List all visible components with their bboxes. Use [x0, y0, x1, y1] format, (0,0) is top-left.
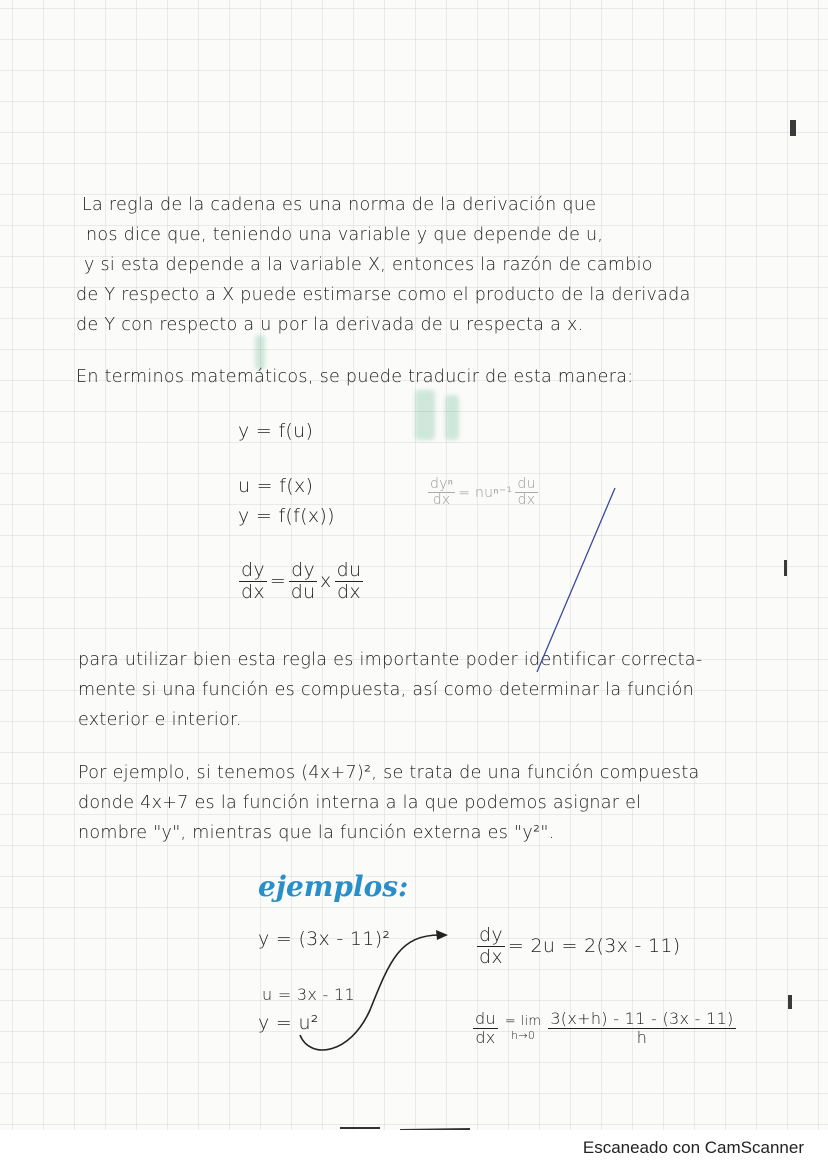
text-line: Por ejemplo, si tenemos (4x+7)², se trata de una función compuesta [78, 763, 700, 783]
curved-arrow-icon [300, 935, 440, 1050]
derivative-du-dx-limit: $\frac{du}{dx}$ = lim h→0 $\frac{3(x+h) - 11 - (3x - 11)}{h}$ [475, 1009, 734, 1047]
derivative-dy-dx: $\frac{dy}{dx}$ = 2u = 2(3x - 11) [479, 924, 681, 968]
example-y-eq: y = (3x - 11)² [258, 928, 391, 950]
formula-y-f-f-x: y = f(f(x)) [238, 505, 335, 527]
math-terms-sentence: En terminos matemáticos, se puede traducir de esta manera: [76, 367, 634, 387]
text-line: mente si una función es compuesta, así como determinar la función [78, 680, 694, 700]
scanner-footer [0, 1130, 828, 1170]
example-u-eq: u = 3x - 11 [262, 985, 355, 1004]
chain-rule-formula: $\frac{dy}{dx}$ = $\frac{dy}{du}$ x $\frac{du}{dx}$ [241, 559, 362, 603]
example-y-u2: y = u² [258, 1012, 319, 1034]
text-line: para utilizar bien esta regla es importante poder identificar correcta- [78, 650, 703, 670]
watermark-text: Escaneado con CamScanner [582, 1138, 804, 1157]
arrow-head-icon [436, 930, 448, 940]
formula-y-f-u: y = f(u) [238, 420, 314, 442]
formula-u-f-x: u = f(x) [238, 475, 314, 497]
text-line: de Y respecto a X puede estimarse como el producto de la derivada [76, 285, 691, 305]
text-line: La regla de la cadena es una norma de la derivación que [82, 195, 597, 215]
examples-heading: ejemplos: [258, 870, 409, 903]
faint-power-rule: $\frac{\text{dyⁿ}}{dx}$ = nuⁿ⁻¹ $\frac{du}{dx}$ [430, 476, 536, 509]
text-line: exterior e interior. [78, 710, 242, 730]
text-line: y si esta depende a la variable X, entonces la razón de cambio [84, 255, 653, 275]
stray-pen-line [537, 488, 615, 672]
text-line: donde 4x+7 es la función interna a la que podemos asignar el [78, 793, 642, 813]
text-line: nombre "y", mientras que la función externa es "y²". [78, 823, 555, 843]
text-line: nos dice que, teniendo una variable y que depende de u, [86, 225, 604, 245]
text-line: de Y con respecto a u por la derivada de u respecta a x. [76, 315, 584, 335]
